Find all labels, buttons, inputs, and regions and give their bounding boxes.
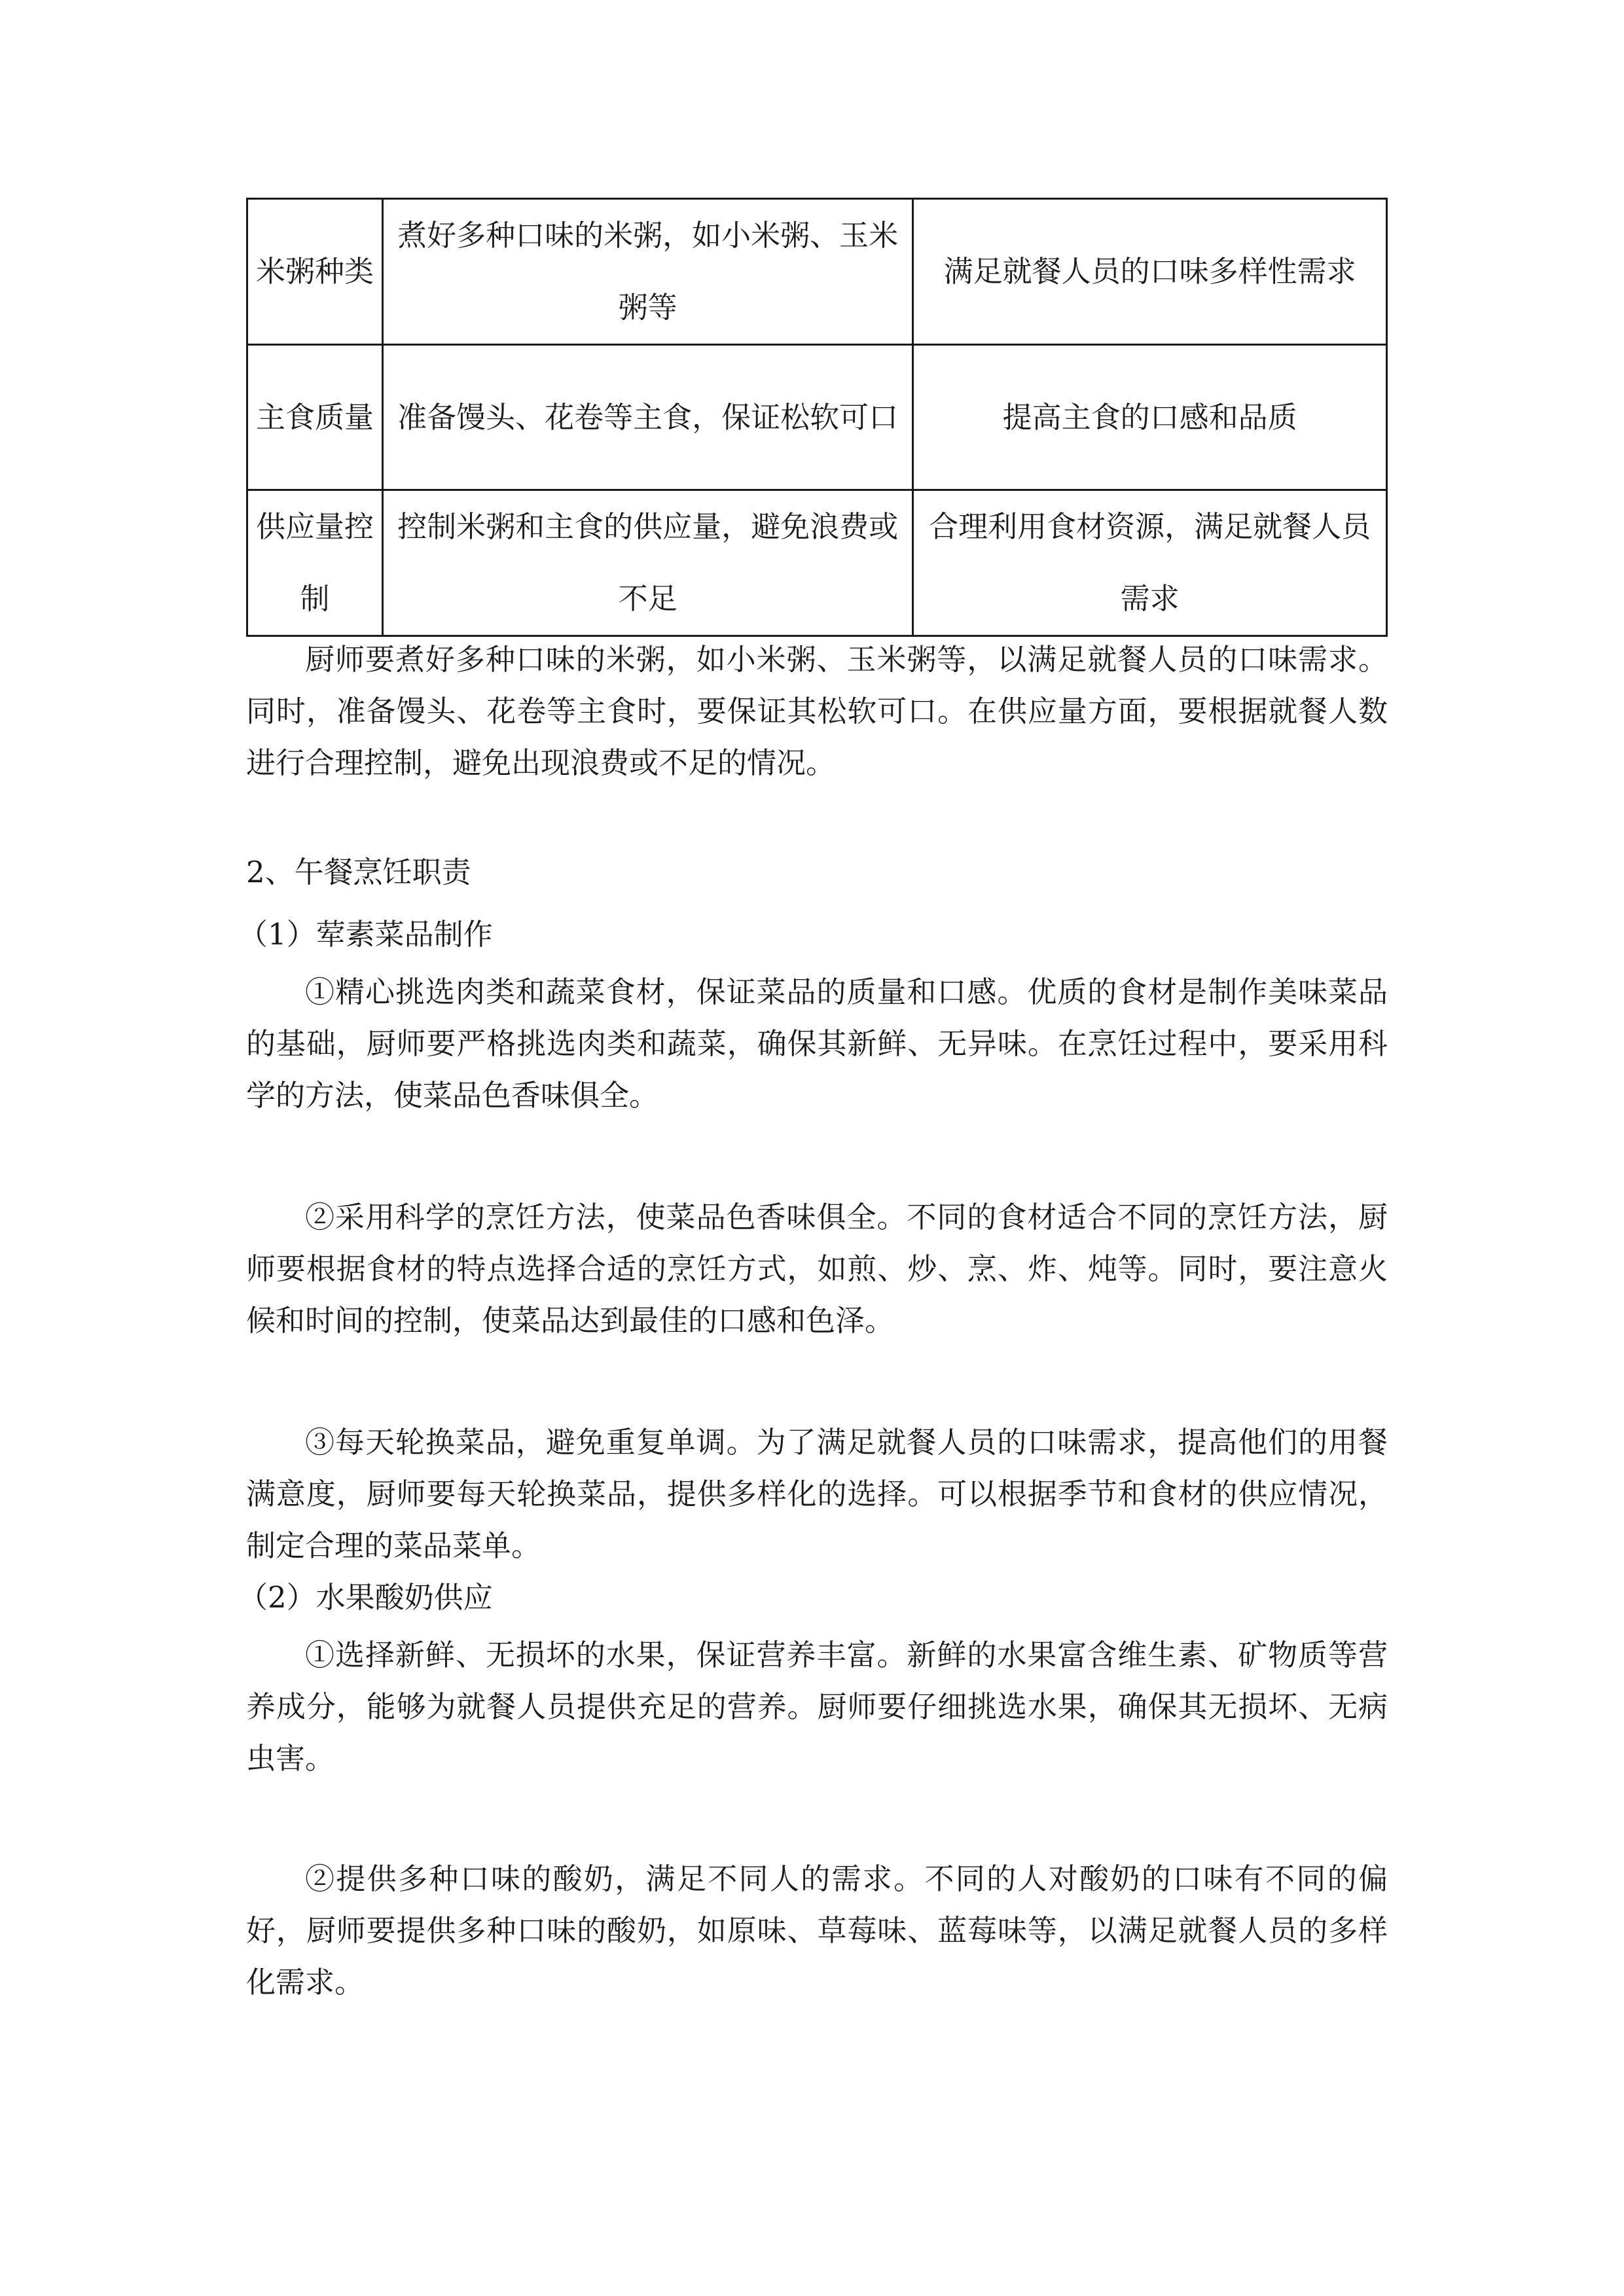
breakfast-summary-paragraph: 厨师要煮好多种口味的米粥，如小米粥、玉米粥等，以满足就餐人员的口味需求。同时，准备馒头、花卷等主食时，要保证其松软可口。在供应量方面，要根据就餐人数进行合理控制，避免出现浪费或不足的情况。	[246, 642, 1388, 780]
breakfast-table	[246, 198, 1388, 637]
table-cell-item: 米粥种类	[247, 199, 383, 345]
subsection-2-paragraph-2: ②提供多种口味的酸奶，满足不同人的需求。不同的人对酸奶的口味有不同的偏好，厨师要提供多种口味的酸奶，如原味、草莓味、蓝莓味等，以满足就餐人员的多样化需求。	[246, 1861, 1388, 2000]
table-cell-item: 主食质量	[247, 345, 383, 490]
table-cell-purpose: 满足就餐人员的口味多样性需求	[913, 199, 1387, 345]
table-cell-purpose: 合理利用食材资源，满足就餐人员需求	[913, 490, 1387, 636]
subsection-2-paragraph-1: ①选择新鲜、无损坏的水果，保证营养丰富。新鲜的水果富含维生素、矿物质等营养成分，能够为就餐人员提供充足的营养。厨师要仔细挑选水果，确保其无损坏、无病虫害。	[246, 1638, 1388, 1776]
table-cell-content: 控制米粥和主食的供应量，避免浪费或不足	[383, 490, 913, 636]
subsection-1-paragraph-3: ③每天轮换菜品，避免重复单调。为了满足就餐人员的口味需求，提高他们的用餐满意度，厨师要每天轮换菜品，提供多样化的选择。可以根据季节和食材的供应情况，制定合理的菜品菜单。	[246, 1425, 1388, 1563]
table-row	[247, 345, 1387, 490]
subsection-2-heading: （2）水果酸奶供应	[238, 1580, 493, 1615]
subsection-1-paragraph-2: ②采用科学的烹饪方法，使菜品色香味俱全。不同的食材适合不同的烹饪方法，厨师要根据食材的特点选择合适的烹饪方式，如煎、炒、烹、炸、炖等。同时，要注意火候和时间的控制，使菜品达到最佳的口感和色泽。	[246, 1200, 1388, 1338]
table-row	[247, 490, 1387, 636]
subsection-1-paragraph-1: ①精心挑选肉类和蔬菜食材，保证菜品的质量和口感。优质的食材是制作美味菜品的基础，厨师要严格挑选肉类和蔬菜，确保其新鲜、无异味。在烹饪过程中，要采用科学的方法，使菜品色香味俱全。	[246, 975, 1388, 1113]
table-cell-content: 煮好多种口味的米粥，如小米粥、玉米粥等	[383, 199, 913, 345]
table-cell-content: 准备馒头、花卷等主食，保证松软可口	[383, 345, 913, 490]
table-cell-purpose: 提高主食的口感和品质	[913, 345, 1387, 490]
table-cell-item: 供应量控制	[247, 490, 383, 636]
table-row	[247, 199, 1387, 345]
section-2-heading: 2、午餐烹饪职责	[246, 855, 471, 889]
subsection-1-heading: （1）荤素菜品制作	[238, 917, 493, 952]
